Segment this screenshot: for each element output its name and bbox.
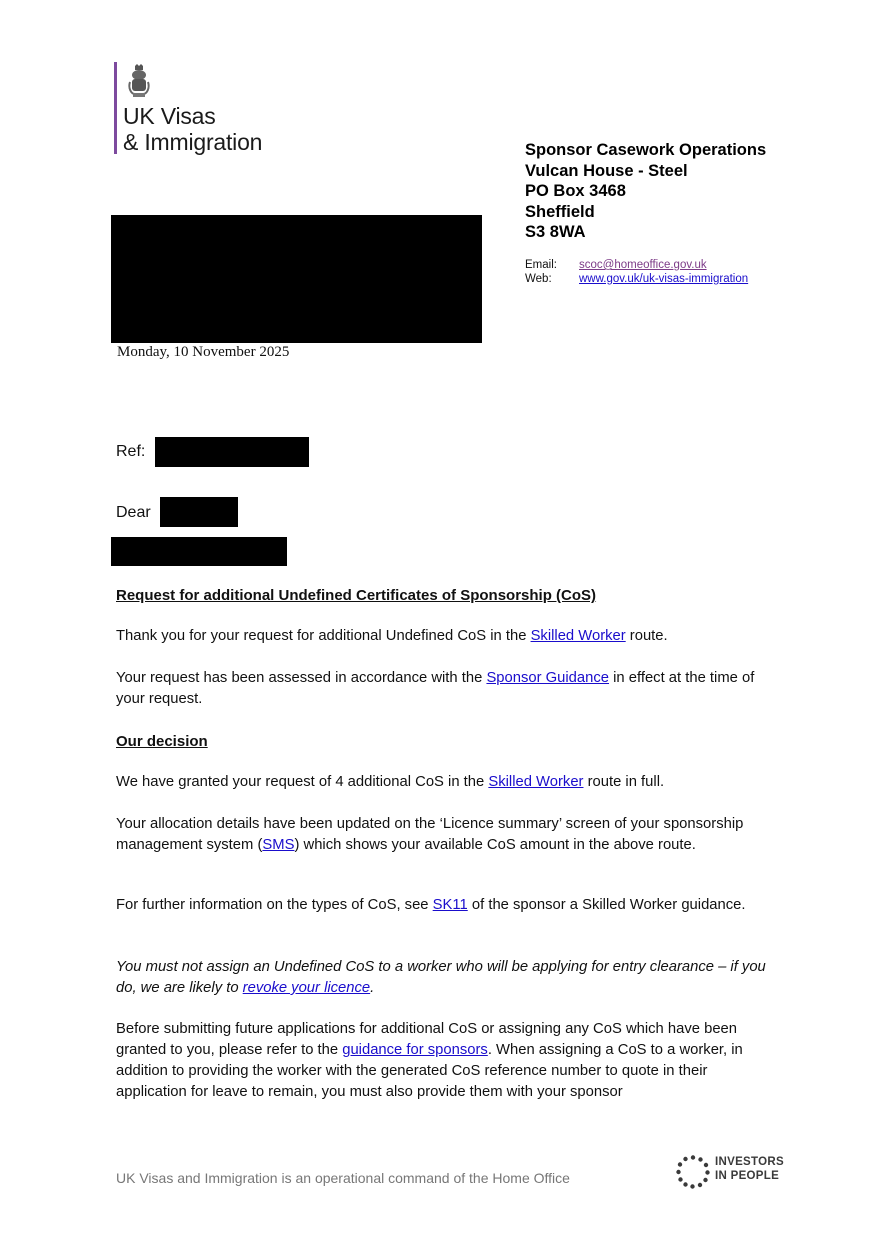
text: Before submitting future applications for additional CoS or assigning any CoS which have been granted to you, please refer to the (116, 1021, 738, 1058)
logo-line-2: & Immigration (123, 129, 263, 155)
footer-note: UK Visas and Immigration is an operational command of the Home Office (116, 1170, 570, 1186)
text: Thank you for your request for additional Undefined CoS in the (116, 628, 531, 644)
web-link[interactable]: www.gov.uk/uk-visas-immigration (579, 273, 749, 285)
investors-in-people-logo (675, 1152, 790, 1192)
skilled-worker-link[interactable]: Skilled Worker (530, 628, 626, 644)
subject-heading: Request for additional Undefined Certificates of Sponsorship (CoS) (116, 587, 597, 604)
salutation: Dear (116, 504, 151, 521)
paragraph-warning (116, 957, 776, 999)
sender-line: PO Box 3468 (525, 182, 626, 200)
letter-date: Monday, 10 November 2025 (117, 344, 290, 360)
text: Your request has been assessed in accordance with the (116, 670, 487, 686)
logo-accent-bar (114, 62, 117, 154)
sender-line: Sponsor Casework Operations (525, 141, 767, 159)
sender-line: Sheffield (525, 202, 595, 221)
royal-crest-icon (127, 64, 151, 100)
text: in effect at the time of your request. (116, 670, 755, 707)
email-label: Email: (525, 259, 557, 271)
iip-text-line-1: INVESTORS (715, 1156, 784, 1168)
ukvi-logo (114, 62, 294, 157)
paragraph-assessed (116, 668, 776, 710)
sender-line: S3 8WA (525, 223, 586, 241)
skilled-worker-link[interactable]: Skilled Worker (488, 774, 584, 790)
sk11-link[interactable]: SK11 (432, 897, 468, 913)
contact-details (525, 258, 748, 286)
paragraph-thanks (116, 626, 776, 647)
paragraph-granted (116, 772, 776, 793)
sponsor-guidance-link[interactable]: Sponsor Guidance (486, 670, 610, 686)
text: route in full. (583, 774, 665, 790)
paragraph-further-info (116, 895, 776, 916)
text: For further information on the types of CoS, see (116, 897, 433, 913)
iip-text-line-2: IN PEOPLE (715, 1170, 780, 1182)
ref-label: Ref: (116, 443, 146, 460)
decision-heading: Our decision (116, 733, 208, 750)
text: Your allocation details have been updated on the ‘Licence summary’ screen of your sponsorship management system ( (116, 816, 744, 853)
paragraph-before-submitting (116, 1019, 776, 1103)
sms-link[interactable]: SMS (262, 837, 295, 853)
text: ) which shows your available CoS amount in the above route. (294, 837, 696, 853)
text: We have granted your request of 4 additional CoS in the (116, 774, 489, 790)
redacted-name (160, 497, 238, 527)
guidance-for-sponsors-link[interactable]: guidance for sponsors (342, 1042, 488, 1058)
sender-line: Vulcan House - Steel (525, 161, 688, 180)
redacted-reference (155, 437, 309, 467)
investors-in-people-ring-icon (675, 1154, 711, 1190)
text: route. (625, 628, 668, 644)
text: You must not assign an Undefined CoS to a worker who will be applying for entry clearance – if you do, we are likely to (116, 959, 766, 996)
text: . (370, 980, 375, 996)
redacted-line (111, 537, 287, 566)
revoke-licence-link[interactable]: revoke your licence (242, 980, 371, 996)
text: . When assigning a CoS to a worker, in addition to providing the worker with the generated CoS reference number to quote in their application for leave to remain, you must also provide them with your sponsor (116, 1042, 743, 1100)
paragraph-allocation (116, 814, 776, 856)
text: of the sponsor a Skilled Worker guidance. (467, 897, 746, 913)
email-link[interactable]: scoc@homeoffice.gov.uk (579, 259, 707, 271)
logo-line-1: UK Visas (123, 103, 216, 129)
sender-address (525, 140, 766, 243)
redacted-recipient-address (111, 215, 482, 343)
web-label: Web: (525, 273, 552, 285)
